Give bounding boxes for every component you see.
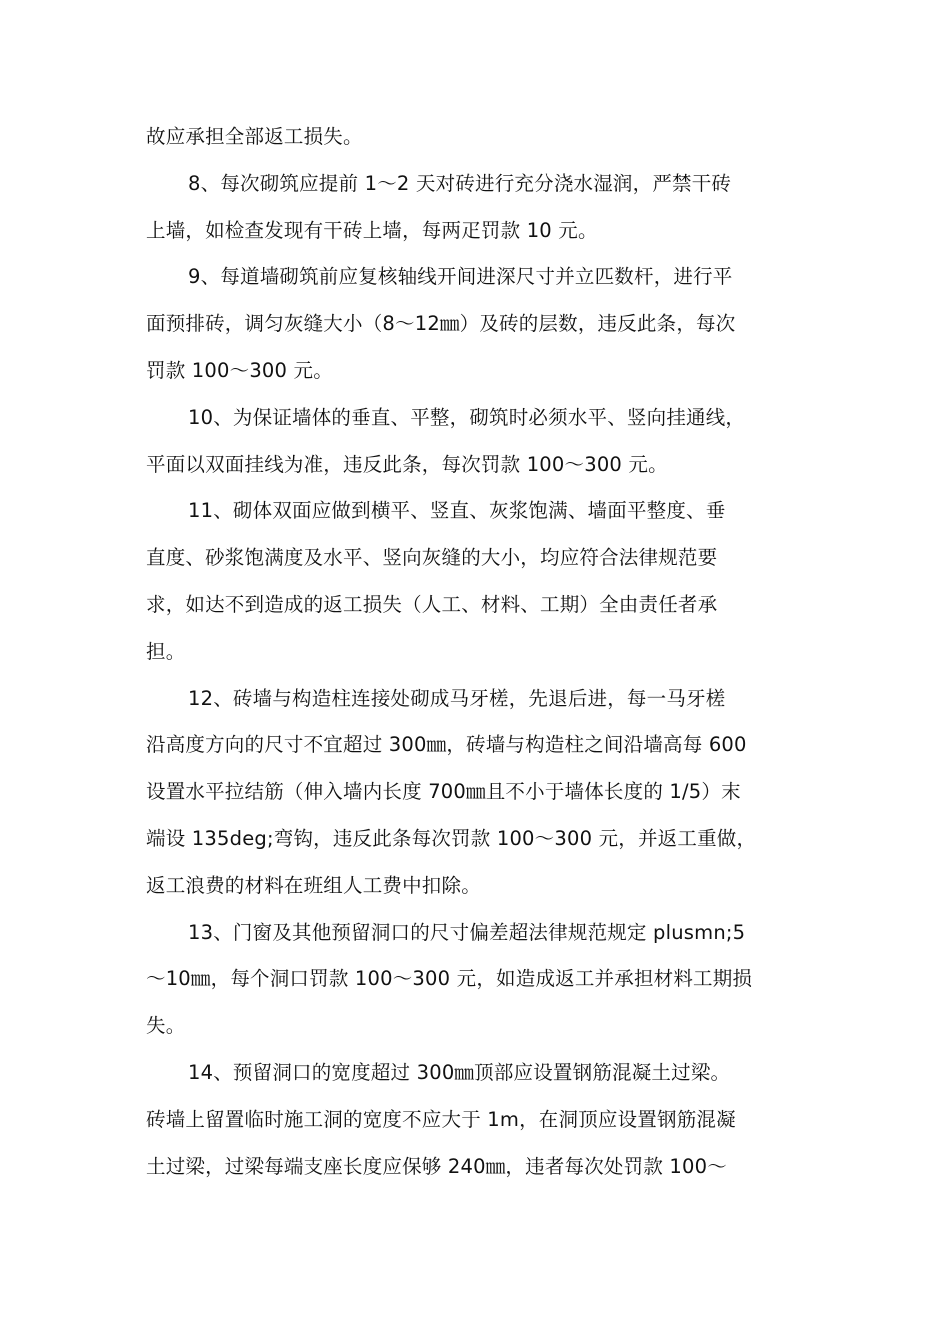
text-line: 面预排砖，调匀灰缝大小（8～12㎜）及砖的层数，违反此条，每次 [146, 312, 736, 336]
text-line: 失。 [146, 1014, 186, 1038]
text-line: 土过梁，过梁每端支座长度应保够 240㎜，违者每次处罚款 100～ [146, 1154, 727, 1178]
text-line: 返工浪费的材料在班组人工费中扣除。 [146, 873, 481, 897]
text-line: 沿高度方向的尺寸不宜超过 300㎜，砖墙与构造柱之间沿墙高每 600 [146, 733, 747, 757]
text-line-item-11: 11、砌体双面应做到横平、竖直、灰浆饱满、墙面平整度、垂 [188, 499, 726, 523]
text-line: 平面以双面挂线为准，违反此条，每次罚款 100～300 元。 [146, 452, 668, 476]
text-line-item-12: 12、砖墙与构造柱连接处砌成马牙槎，先退后进，每一马牙槎 [188, 686, 726, 710]
text-line: 砖墙上留置临时施工洞的宽度不应大于 1m，在洞顶应设置钢筋混凝 [146, 1107, 736, 1131]
text-line-item-9: 9、每道墙砌筑前应复核轴线开间进深尺寸并立匹数杆，进行平 [188, 265, 733, 289]
text-line: 罚款 100～300 元。 [146, 358, 333, 382]
text-line: 设置水平拉结筋（伸入墙内长度 700㎜且不小于墙体长度的 1/5）末 [146, 780, 741, 804]
text-line-item-8: 8、每次砌筑应提前 1～2 天对砖进行充分浇水湿润，严禁干砖 [188, 171, 732, 195]
document-body [146, 114, 810, 1190]
text-line: 故应承担全部返工损失。 [146, 125, 363, 148]
text-line: 直度、砂浆饱满度及水平、竖向灰缝的大小，均应符合法律规范要 [146, 546, 718, 570]
text-line-item-14: 14、预留洞口的宽度超过 300㎜顶部应设置钢筋混凝土过梁。 [188, 1060, 731, 1084]
text-line-item-10: 10、为保证墙体的垂直、平整，砌筑时必须水平、竖向挂通线， [188, 405, 746, 429]
text-line: 上墙，如检查发现有干砖上墙，每两疋罚款 10 元。 [146, 218, 598, 242]
text-line-item-13: 13、门窗及其他预留洞口的尺寸偏差超法律规范规定 plusmn;5 [188, 920, 746, 944]
text-line: 求，如达不到造成的返工损失（人工、材料、工期）全由责任者承 [146, 592, 718, 616]
text-line: ～10㎜，每个洞口罚款 100～300 元，如造成返工并承担材料工期损 [146, 967, 753, 991]
text-line: 端设 135deg;弯钩，违反此条每次罚款 100～300 元，并返工重做， [146, 826, 757, 850]
text-line: 担。 [146, 639, 186, 663]
